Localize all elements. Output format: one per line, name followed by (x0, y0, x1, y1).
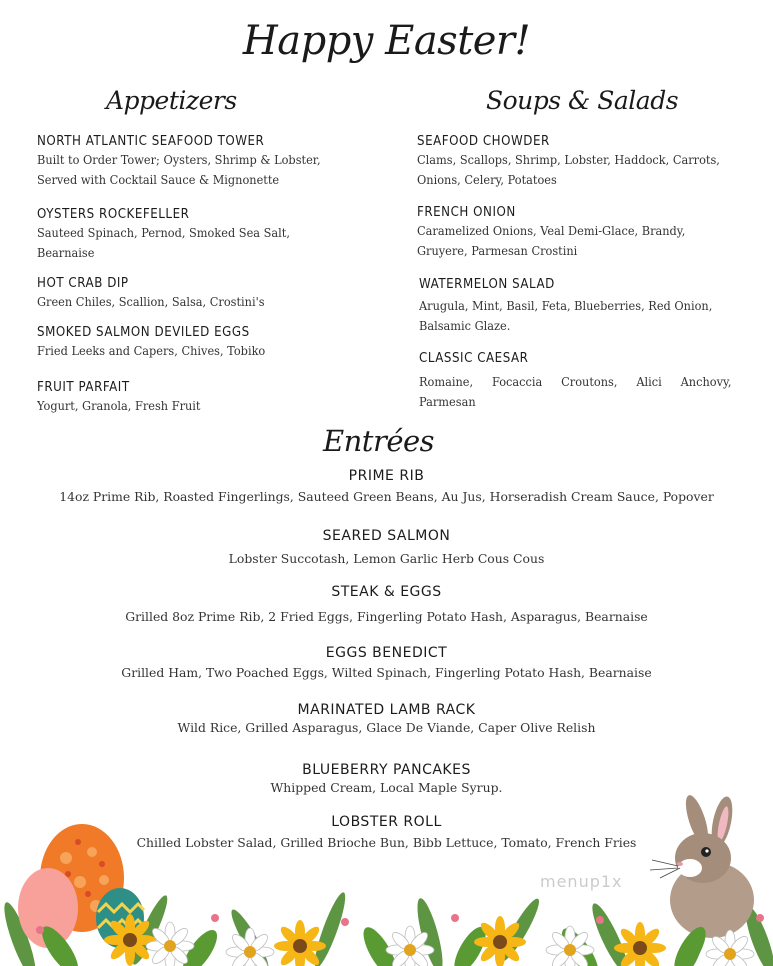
item-description: Clams, Scallops, Shrimp, Lobster, Haddock, Carrots, Onions, Celery, Potatoes (417, 153, 720, 187)
menu-item (37, 324, 367, 361)
item-name: NORTH ATLANTIC SEAFOOD TOWER (37, 133, 265, 149)
menu-item (37, 133, 367, 190)
item-name: WATERMELON SALAD (419, 276, 555, 292)
item-name: OYSTERS ROCKEFELLER (37, 206, 190, 222)
item-description: Caramelized Onions, Veal Demi-Glace, Brandy, Gruyere, Parmesan Crostini (417, 224, 686, 258)
item-description: Fried Leeks and Capers, Chives, Tobiko (37, 344, 266, 358)
menu-item (37, 275, 367, 312)
easter-decoration-illustration (0, 790, 773, 966)
item-name: PRIME RIB (348, 468, 425, 484)
item-description: Whipped Cream, Local Maple Syrup. (270, 780, 503, 795)
item-name: CLASSIC CAESAR (419, 350, 529, 366)
item-description: Arugula, Mint, Basil, Feta, Blueberries, Red Onion, Balsamic Glaze. (419, 299, 713, 333)
appetizers-heading: Appetizers (106, 86, 237, 115)
entrees-heading: Entrées (322, 424, 435, 458)
item-name: LOBSTER ROLL (331, 814, 442, 830)
item-description: Lobster Succotash, Lemon Garlic Herb Cous Cous (228, 551, 545, 566)
menu-item (0, 645, 773, 683)
soups-salads-heading: Soups & Salads (486, 86, 679, 115)
bunny-icon (650, 793, 754, 938)
page-title: Happy Easter! (242, 18, 531, 64)
item-description: Green Chiles, Scallion, Salsa, Crostini's (37, 295, 265, 309)
item-name: SEAFOOD CHOWDER (417, 133, 550, 149)
menu-item (37, 206, 367, 263)
item-description: Built to Order Tower; Oysters, Shrimp & Lobster, Served with Cocktail Sauce & Mignonette (37, 153, 321, 187)
menu-item (419, 350, 755, 412)
menu-item (0, 528, 773, 569)
menu-item (0, 468, 773, 507)
item-description: Grilled 8oz Prime Rib, 2 Fried Eggs, Fingerling Potato Hash, Asparagus, Bearnaise (125, 609, 648, 624)
menu-item (419, 276, 749, 336)
item-name: EGGS BENEDICT (325, 645, 448, 661)
menu-item (0, 702, 773, 738)
item-description: Sauteed Spinach, Pernod, Smoked Sea Salt, Bearnaise (37, 226, 290, 260)
item-name: FRENCH ONION (417, 204, 516, 220)
menu-item (37, 379, 367, 416)
menu-item (0, 584, 773, 627)
item-name: MARINATED LAMB RACK (297, 702, 476, 718)
item-name: HOT CRAB DIP (37, 275, 129, 291)
item-description: Grilled Ham, Two Poached Eggs, Wilted Spinach, Fingerling Potato Hash, Bearnaise (121, 665, 652, 680)
item-description: Wild Rice, Grilled Asparagus, Glace De Viande, Caper Olive Relish (177, 720, 596, 735)
item-name: STEAK & EGGS (331, 584, 442, 600)
item-description: Chilled Lobster Salad, Grilled Brioche Bun, Bibb Lettuce, Tomato, French Fries (136, 835, 637, 850)
item-description: Romaine, Focaccia Croutons, Alici Anchovy, Parmesan (419, 375, 732, 409)
item-name: BLUEBERRY PANCAKES (302, 762, 471, 778)
watermark-logo: menup1x (540, 872, 623, 891)
menu-item (417, 133, 747, 190)
item-name: SMOKED SALMON DEVILED EGGS (37, 324, 250, 340)
item-description: Yogurt, Granola, Fresh Fruit (37, 399, 201, 413)
item-name: FRUIT PARFAIT (37, 379, 130, 395)
item-name: SEARED SALMON (322, 528, 451, 544)
menu-item (417, 204, 747, 261)
item-description: 14oz Prime Rib, Roasted Fingerlings, Sauteed Green Beans, Au Jus, Horseradish Cream Sauce, Popover (59, 489, 714, 504)
